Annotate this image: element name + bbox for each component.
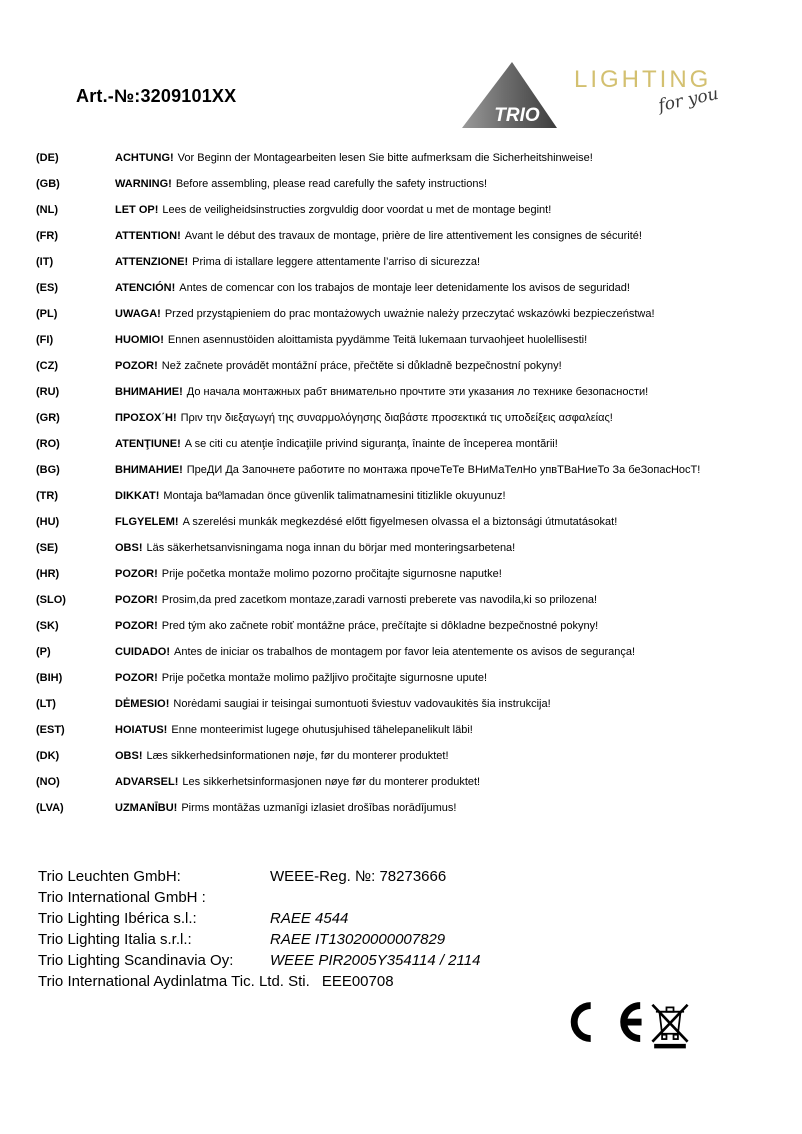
warning-keyword: OBS! (115, 542, 143, 554)
warning-keyword: FLGYELEM! (115, 516, 179, 528)
warning-row (36, 178, 778, 191)
language-code: (DE) (36, 152, 59, 164)
warning-body: Prosim,da pred zacetkom montaze,zaradi varnosti preberete vas navodila,ki so prilozena! (161, 594, 598, 606)
warning-text (115, 308, 655, 321)
warning-body: Vor Beginn der Montagearbeiten lesen Sie bitte aufmerksam die Sicherheitshinweise! (177, 152, 593, 164)
company-row (38, 971, 480, 992)
warning-text (115, 802, 456, 815)
warning-keyword: LET OP! (115, 204, 159, 216)
warning-row (36, 412, 778, 425)
language-code: (BIH) (36, 672, 63, 684)
language-code: (SE) (36, 542, 58, 554)
warning-body: Prima di istallare leggere attentamente l’arriso di sicurezza! (192, 256, 481, 268)
language-code: (GB) (36, 178, 60, 190)
warning-text (115, 178, 487, 191)
warning-row (36, 568, 778, 581)
warning-keyword: HOIATUS! (115, 724, 168, 736)
warning-text (115, 542, 515, 555)
warning-row (36, 620, 778, 633)
warning-body: Prije početka montaže molimo pažljivo pročitajte sigurnosne upute! (161, 672, 488, 684)
warning-row (36, 230, 778, 243)
warning-text (115, 516, 617, 529)
company-registration: RAEE 4544 (270, 910, 349, 927)
warning-keyword: ADVARSEL! (115, 776, 179, 788)
warning-row (36, 724, 778, 737)
warning-body: Läs säkerhetsanvisningama noga innan du börjar med monteringsarbetena! (146, 542, 516, 554)
language-code: (CZ) (36, 360, 58, 372)
warning-keyword: POZOR! (115, 620, 158, 632)
warning-body: Enne monteerimist lugege ohutusjuhised tähelepanelikult läbi! (171, 724, 473, 736)
warning-text (115, 152, 593, 165)
warning-body: Ennen asennustöiden aloittamista pyydämme Teitä lukemaan turvaohjeet huolellisesti! (167, 334, 588, 346)
warning-body: Les sikkerhetsinformasjonen nøye før du monterer produktet! (182, 776, 481, 788)
warning-body: Prije početka montaže molimo pozorno pročitajte sigurnosne naputke! (161, 568, 502, 580)
warning-text (115, 750, 449, 763)
warning-text (115, 438, 558, 451)
warning-row (36, 776, 778, 789)
warning-row (36, 204, 778, 217)
warning-keyword: ВНИМАНИЕ! (115, 464, 183, 476)
warning-keyword: HUOMIO! (115, 334, 164, 346)
warning-row (36, 490, 778, 503)
company-registration: WEEE PIR2005Y354114 / 2114 (270, 952, 481, 969)
warning-row (36, 464, 778, 477)
warning-row (36, 438, 778, 451)
warning-text (115, 386, 648, 399)
warning-row (36, 386, 778, 399)
warning-keyword: ACHTUNG! (115, 152, 174, 164)
company-registration: RAEE IT13020000007829 (270, 931, 446, 948)
warning-text (115, 282, 630, 295)
warning-body: Montaja baºlamadan önce güvenlik talimatnamesini titizlikle okuyunuz! (163, 490, 506, 502)
warning-row (36, 360, 778, 373)
warning-keyword: OBS! (115, 750, 143, 762)
warning-keyword: ATENCIÓN! (115, 282, 176, 294)
warning-keyword: DĖMESIO! (115, 698, 170, 710)
warning-row (36, 256, 778, 269)
language-code: (FI) (36, 334, 54, 346)
warning-row (36, 594, 778, 607)
language-code: (P) (36, 646, 51, 658)
company-row (38, 887, 480, 908)
warning-row (36, 672, 778, 685)
warning-row (36, 750, 778, 763)
language-code: (NL) (36, 204, 58, 216)
warning-keyword: UWAGA! (115, 308, 161, 320)
language-code: (SLO) (36, 594, 66, 606)
company-row (38, 866, 480, 887)
warning-text (115, 490, 506, 503)
company-name: Trio Lighting Italia s.r.l.: (38, 931, 192, 948)
warning-keyword: ATTENTION! (115, 230, 181, 242)
article-number: Art.-№:3209101XX (76, 86, 237, 106)
language-code: (SK) (36, 620, 59, 632)
company-name: Trio Lighting Ibérica s.l.: (38, 910, 197, 927)
warning-text (115, 230, 642, 243)
language-code: (TR) (36, 490, 58, 502)
language-code: (HR) (36, 568, 60, 580)
warning-body: ПреДИ Да Започнете работите по монтажа прочеТеТе ВНиМаТелНо упвТВаНиеТо За беЗопасНосТ! (186, 464, 701, 476)
company-row (38, 929, 480, 950)
warning-body: Antes de comencar con los trabajos de montaje leer detenidamente los avisos de seguridad! (179, 282, 630, 294)
warning-row (36, 516, 778, 529)
warning-text (115, 412, 613, 425)
warning-keyword: POZOR! (115, 594, 158, 606)
trio-logo (462, 62, 762, 137)
company-registration: EEE00708 (321, 973, 394, 990)
warning-body: Læs sikkerhedsinformationen nøje, før du monterer produktet! (146, 750, 449, 762)
warning-row (36, 152, 778, 165)
footer-companies (38, 866, 480, 992)
warning-keyword: ATTENZIONE! (115, 256, 189, 268)
warning-keyword: UZMANĪBU! (115, 802, 178, 814)
warning-text (115, 204, 551, 217)
warning-text (115, 646, 635, 659)
company-name: Trio Lighting Scandinavia Oy: (38, 952, 234, 969)
company-name: Trio Leuchten GmbH: (38, 868, 181, 885)
warning-keyword: CUIDADO! (115, 646, 170, 658)
language-code: (EST) (36, 724, 65, 736)
warning-body: Πριν την διεξαγωγή της συναρμολόγησης διαβάστε προσεκτικά τις υποδείξεις ασφαλείας! (180, 412, 613, 424)
warning-text (115, 620, 598, 633)
company-name: Trio International Aydinlatma Tic. Ltd. Sti. (38, 973, 310, 990)
warning-text (115, 360, 562, 373)
warning-body: Lees de veiligheidsinstructies zorgvuldig door voordat u met de montage begint! (162, 204, 552, 216)
language-code: (HU) (36, 516, 60, 528)
warning-keyword: POZOR! (115, 672, 158, 684)
warning-text (115, 724, 473, 737)
language-code: (GR) (36, 412, 60, 424)
language-code: (LT) (36, 698, 56, 710)
language-code: (IT) (36, 256, 54, 268)
warning-text (115, 464, 700, 477)
warnings-list (36, 152, 778, 828)
warning-body: A se citi cu atenţie îndicaţiile privind siguranţa, înainte de începerea montării! (184, 438, 558, 450)
warning-row (36, 698, 778, 711)
warning-text (115, 594, 597, 607)
warning-text (115, 776, 480, 789)
trio-triangle-icon (462, 62, 557, 128)
language-code: (RO) (36, 438, 60, 450)
foryou-tagline: for you (656, 83, 721, 117)
warning-body: Pirms montāžas uzmanīgi izlasiet drošības norādījumus! (181, 802, 457, 814)
company-row (38, 908, 480, 929)
trio-brand-text: TRIO (494, 105, 540, 126)
warning-body: Przed przystąpieniem do prac montażowych uważnie należy przeczytać wskazówki bezpieczeństwa! (164, 308, 655, 320)
company-registration: WEEE-Reg. №: 78273666 (270, 868, 447, 885)
language-code: (FR) (36, 230, 58, 242)
language-code: (PL) (36, 308, 58, 320)
warning-keyword: POZOR! (115, 360, 158, 372)
warning-text (115, 698, 551, 711)
warning-body: До начала монтажных рабт внимательно прочтите эти указания ло технике безопасности! (186, 386, 649, 398)
warning-row (36, 334, 778, 347)
warning-keyword: POZOR! (115, 568, 158, 580)
warning-text (115, 334, 587, 347)
lighting-wordmark: LIGHTING (574, 66, 712, 93)
weee-bin-icon (648, 1000, 692, 1055)
warning-body: Pred tým ako začnete robiť montážne práce, prečítajte si dôkladne bezpečnostné pokyny! (161, 620, 599, 632)
warning-body: Než začnete provádět montážní práce, přečtěte si důkladně bezpečnostní pokyny! (161, 360, 562, 372)
company-row (38, 950, 480, 971)
warning-row (36, 308, 778, 321)
ce-mark-icon (556, 1000, 646, 1049)
warning-body: Avant le début des travaux de montage, prière de lire attentivement les consignes de sécurité! (184, 230, 642, 242)
warning-keyword: WARNING! (115, 178, 172, 190)
warning-text (115, 256, 480, 269)
language-code: (BG) (36, 464, 60, 476)
warning-row (36, 802, 778, 815)
language-code: (ES) (36, 282, 58, 294)
language-code: (LVA) (36, 802, 64, 814)
language-code: (RU) (36, 386, 60, 398)
warning-body: Antes de iniciar os trabalhos de montagem por favor leia atentemente os avisos de segurança! (174, 646, 636, 658)
warning-keyword: ΠΡΟΣΟΧ΄Η! (115, 412, 177, 424)
warning-row (36, 282, 778, 295)
warning-body: Norėdami saugiai ir teisingai sumontuoti šviestuv vadovaukitės šia instrukcija! (173, 698, 551, 710)
warning-keyword: DIKKAT! (115, 490, 160, 502)
warning-keyword: ВНИМАНИЕ! (115, 386, 183, 398)
warning-body: A szerelési munkák megkezdésé előtt figyelmesen olvassa el a biztonsági útmutatásokat! (182, 516, 618, 528)
warning-body: Before assembling, please read carefully the safety instructions! (175, 178, 488, 190)
company-name: Trio International GmbH : (38, 889, 206, 906)
warning-keyword: ATENŢIUNE! (115, 438, 181, 450)
language-code: (DK) (36, 750, 60, 762)
warning-row (36, 646, 778, 659)
warning-text (115, 672, 487, 685)
language-code: (NO) (36, 776, 60, 788)
warning-text (115, 568, 502, 581)
warning-row (36, 542, 778, 555)
